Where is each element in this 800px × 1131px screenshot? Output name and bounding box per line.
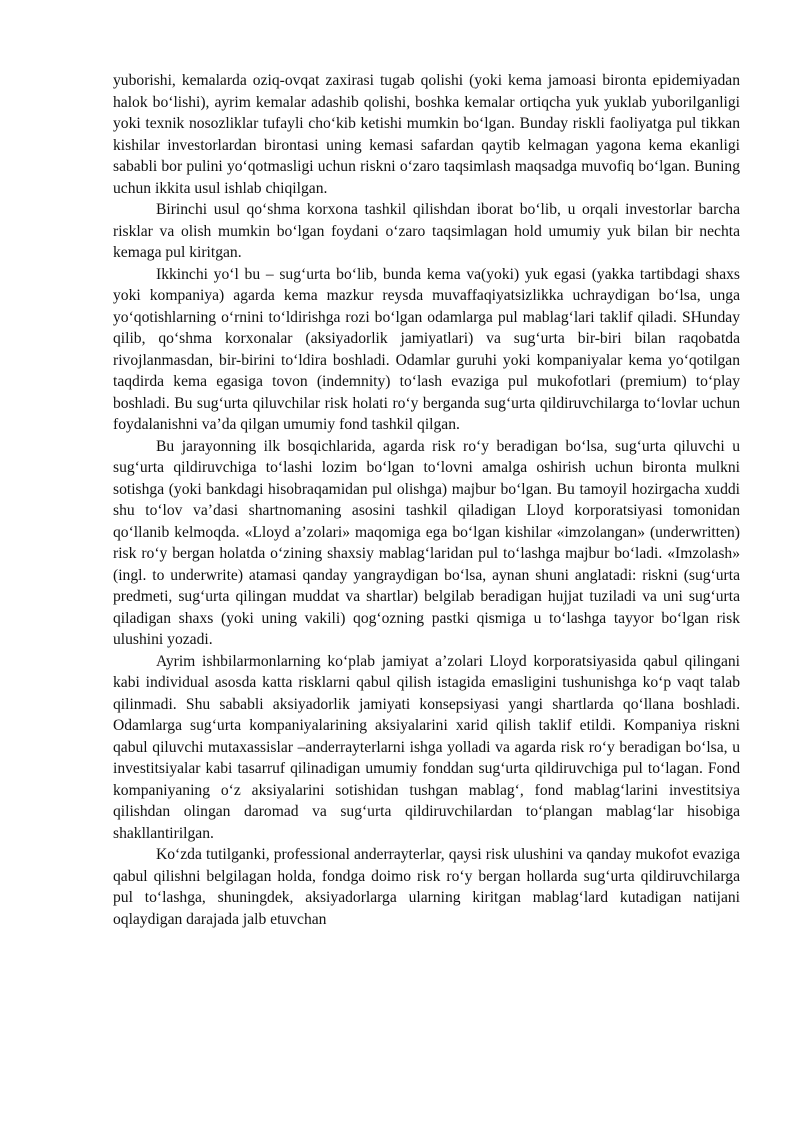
- paragraph-3: Ikkinchi yo‘l bu – sug‘urta bo‘lib, bunda kema va(yoki) yuk egasi (yakka tartibdagi shaxs yoki kompaniya) agarda kema mazkur reysda muvaffaqiyatsizlikka uchraydigan bo‘lsa, unga yo‘qotishlarning o‘rnini to‘ldirishga rozi bo‘lgan odamlarga pul mablag‘lari taklif qiladi. SHunday qilib, qo‘shma korxonalar (aksiyadorlik jamiyatlari) va sug‘urta bir-biri bilan raqobatda rivojlanmasdan, bir-birini to‘ldira boshladi. Odamlar guruhi yoki kompaniyalar kema yo‘qotilgan taqdirda kema egasiga tovon (indemnity) to‘lash evaziga pul mukofotlari (premium) to‘play boshladi. Bu sug‘urta qiluvchilar risk holati ro‘y berganda sug‘urta qildiruvchilarga to‘lovlar uchun foydalanishni va’da qilgan umumiy fond tashkil qilgan.: [113, 265, 740, 433]
- paragraph-4: Bu jarayonning ilk bosqichlarida, agarda risk ro‘y beradigan bo‘lsa, sug‘urta qiluvchi u sug‘urta qildiruvchiga to‘lashi lozim bo‘lgan to‘lovni amalga oshirish uchun bironta mulkni sotishga (yoki bankdagi hisobraqamidan pul olishga) majbur bo‘lgan. Bu tamoyil hozirgacha xuddi shu to‘lov va’dasi shartnomaning asosini tashkil qiladigan Lloyd korporatsiyasi tomonidan qo‘llanib kelmoqda. «Lloyd a’zolari» maqomiga ega bo‘lgan kishilar «imzolangan» (underwritten) risk ro‘y bergan holatda o‘zining shaxsiy mablag‘laridan pul to‘lashga majbur bo‘ladi. «Imzolash» (ingl. to underwrite) atamasi qanday yangraydigan bo‘lsa, aynan shuni anglatadi: riskni (sug‘urta predmeti, sug‘urta qilingan muddat va shartlar) belgilab beradigan hujjat tuziladi va uni sug‘urta qiladigan shaxs (yoki uning vakili) qog‘ozning pastki qismiga u to‘lashga tayyor bo‘lgan risk ulushini yozadi.: [113, 437, 740, 648]
- paragraph-6: Ko‘zda tutilganki, professional anderrayterlar, qaysi risk ulushini va qanday mukofot evaziga qabul qilishni belgilagan holda, fondga doimo risk ro‘y bergan hollarda sug‘urta qildiruvchilarga pul to‘lashga, shuningdek, aksiyadorlarga ularning kiritgan mablag‘lard kutadigan natijani oqlaydigan darajada jalb etuvchan: [113, 846, 740, 928]
- document-page: [113, 70, 740, 930]
- paragraph-1: yuborishi, kemalarda oziq-ovqat zaxirasi tugab qolishi (yoki kema jamoasi bironta epidemiyadan halok bo‘lishi), ayrim kemalar adashib qolishi, boshka kemalar ortiqcha yuk yuklab yuborilganligi yoki texnik nosozliklar tufayli cho‘kib ketishi mumkin bo‘lgan. Bunday riskli faoliyatga pul tikkan kishilar investorlardan birontasi uning kemasi safardan qaytib kelmagan yagona kema ekanligi sababli bor pulini yo‘qotmasligi uchun riskni o‘zaro taqsimlash maqsadga muvofiq bo‘lgan. Buning uchun ikkita usul ishlab chiqilgan.: [113, 72, 740, 197]
- paragraph-5: Ayrim ishbilarmonlarning ko‘plab jamiyat a’zolari Lloyd korporatsiyasida qabul qilingani kabi individual asosda katta risklarni qabul qilish istagida emasligini tushunishga ko‘p vaqt talab qilinmadi. Shu sababli aksiyadorlik jamiyati konsepsiyasi yangi shartlarda qo‘llana boshladi. Odamlarga sug‘urta kompaniyalarining aksiyalarini xarid qilish taklif etildi. Kompaniya riskni qabul qiluvchi mutaxassislar –anderrayterlarni ishga yolladi va agarda risk ro‘y beradigan bo‘lsa, u investitsiyalar kabi tasarruf qilinadigan umumiy fonddan sug‘urta qildiruvchiga pul to‘lagan. Fond kompaniyaning o‘z aksiyalarini sotishidan tushgan mablag‘, fond mablag‘larini investitsiya qilishdan olingan daromad va sug‘urta qildiruvchilardan to‘plangan mablag‘lar hisobiga shakllantirilgan.: [113, 652, 740, 842]
- paragraph-2: Birinchi usul qo‘shma korxona tashkil qilishdan iborat bo‘lib, u orqali investorlar barcha risklar va olish mumkin bo‘lgan foydani o‘zaro taqsimlagan hold umumiy yuk bilan bir nechta kemaga pul kiritgan.: [113, 201, 740, 261]
